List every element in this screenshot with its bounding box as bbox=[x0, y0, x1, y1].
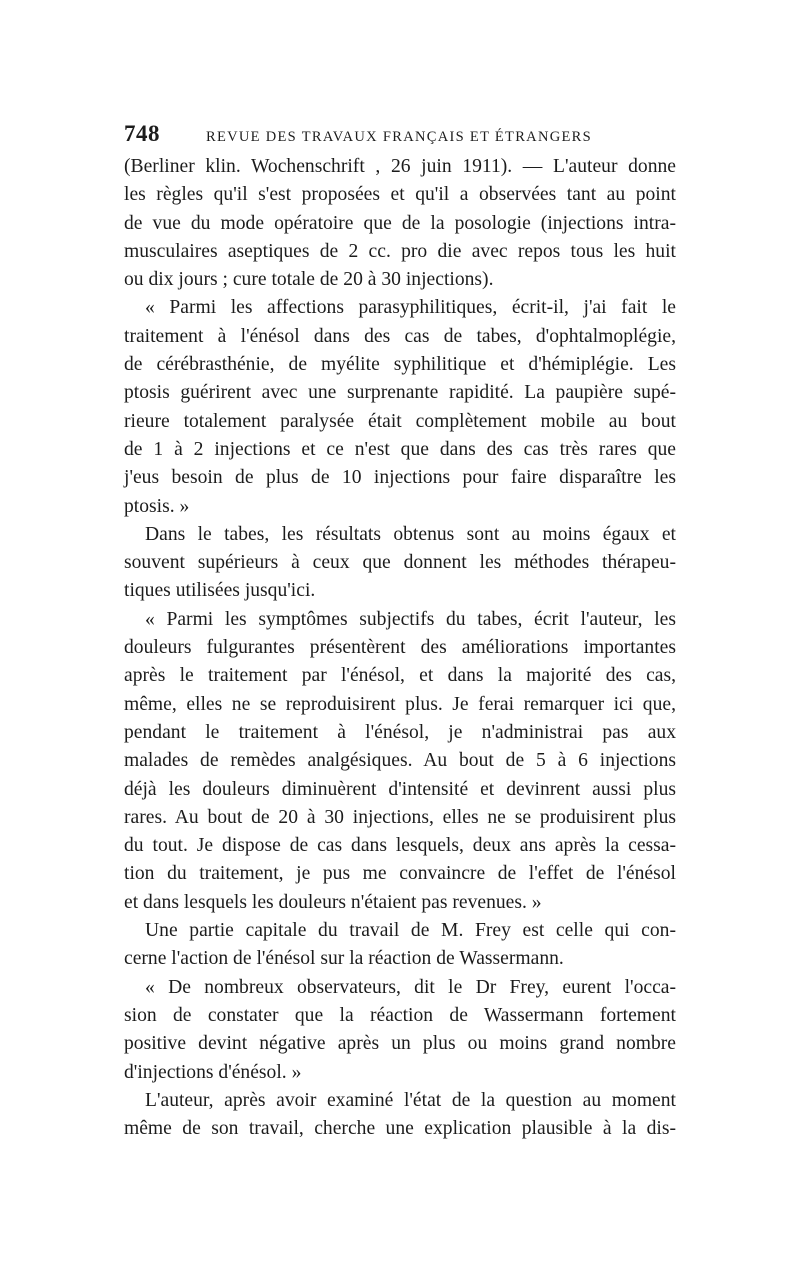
page-number: 748 bbox=[124, 121, 160, 146]
text-line: de vue du mode opératoire que de la posologie (injections intra- bbox=[124, 212, 676, 234]
text-line: « De nombreux observateurs, dit le Dr Frey, eurent l'occa- bbox=[145, 976, 676, 998]
paragraph-explanation bbox=[124, 1087, 676, 1144]
paragraph-quote-symptoms bbox=[124, 606, 676, 917]
text-line: tion du traitement, je pus me convaincre de l'effet de l'énésol bbox=[124, 863, 676, 885]
text-line: sion de constater que la réaction de Wassermann fortement bbox=[124, 1004, 676, 1026]
text-line: tiques utilisées jusqu'ici. bbox=[124, 580, 316, 602]
text-line: Une partie capitale du travail de M. Frey est celle qui con- bbox=[145, 920, 676, 942]
paragraph-tabes bbox=[124, 521, 676, 606]
body-text bbox=[124, 153, 676, 1143]
paragraph-quote-observers bbox=[124, 974, 676, 1087]
text-line: après le traitement par l'énésol, et dans la majorité des cas, bbox=[124, 665, 676, 687]
text-line: rares. Au bout de 20 à 30 injections, elles ne se produisirent plus bbox=[124, 806, 676, 828]
paragraph-wassermann bbox=[124, 917, 676, 974]
text-line: musculaires aseptiques de 2 cc. pro die avec repos tous les huit bbox=[124, 240, 676, 262]
text-line: j'eus besoin de plus de 10 injections pour faire disparaître les bbox=[124, 467, 676, 489]
page-header bbox=[124, 121, 676, 147]
text-line: ptosis. » bbox=[124, 495, 190, 517]
text-line: Dans le tabes, les résultats obtenus sont au moins égaux et bbox=[145, 523, 676, 545]
text-line: de cérébrasthénie, de myélite syphilitique et d'hémiplégie. Les bbox=[124, 354, 676, 376]
text-line: de 1 à 2 injections et ce n'est que dans des cas très rares que bbox=[124, 438, 676, 460]
text-line: (Berliner klin. Wochenschrift , 26 juin 1911). — L'auteur donne bbox=[124, 156, 676, 177]
text-line: même, elles ne se reproduisirent plus. Je ferai remarquer ici que, bbox=[124, 693, 676, 715]
text-line: et dans lesquels les douleurs n'étaient pas revenues. » bbox=[124, 891, 542, 913]
text-line: rieure totalement paralysée était complètement mobile au bout bbox=[124, 410, 676, 432]
text-line: souvent supérieurs à ceux que donnent les méthodes thérapeu- bbox=[124, 552, 676, 574]
text-line: douleurs fulgurantes présentèrent des améliorations importantes bbox=[124, 637, 676, 659]
paragraph-citation bbox=[124, 153, 676, 294]
text-line: ptosis guérirent avec une surprenante rapidité. La paupière supé- bbox=[124, 382, 676, 404]
text-line: d'injections d'énésol. » bbox=[124, 1061, 302, 1083]
paragraph-quote-affections bbox=[124, 294, 676, 520]
text-line: « Parmi les affections parasyphilitiques, écrit-il, j'ai fait le bbox=[145, 297, 676, 319]
text-line: malades de remèdes analgésiques. Au bout de 5 à 6 injections bbox=[124, 750, 676, 772]
text-line: traitement à l'énésol dans des cas de tabes, d'ophtalmoplégie, bbox=[124, 325, 676, 347]
text-line: déjà les douleurs diminuèrent d'intensité et devinrent aussi plus bbox=[124, 778, 676, 800]
text-line: pendant le traitement à l'énésol, je n'administrai pas aux bbox=[124, 721, 676, 743]
text-line: les règles qu'il s'est proposées et qu'il a observées tant au point bbox=[124, 184, 676, 206]
text-line: cerne l'action de l'énésol sur la réaction de Wassermann. bbox=[124, 948, 564, 970]
text-line: L'auteur, après avoir examiné l'état de la question au moment bbox=[145, 1089, 676, 1111]
running-head: REVUE DES TRAVAUX FRANÇAIS ET ÉTRANGERS bbox=[206, 129, 592, 145]
text-line: ou dix jours ; cure totale de 20 à 30 injections). bbox=[124, 269, 494, 291]
text-line: du tout. Je dispose de cas dans lesquels, deux ans après la cessa- bbox=[124, 835, 676, 857]
text-line: même de son travail, cherche une explication plausible à la dis- bbox=[124, 1118, 676, 1140]
text-line: positive devint négative après un plus ou moins grand nombre bbox=[124, 1033, 676, 1055]
text-line: « Parmi les symptômes subjectifs du tabes, écrit l'auteur, les bbox=[145, 608, 676, 630]
